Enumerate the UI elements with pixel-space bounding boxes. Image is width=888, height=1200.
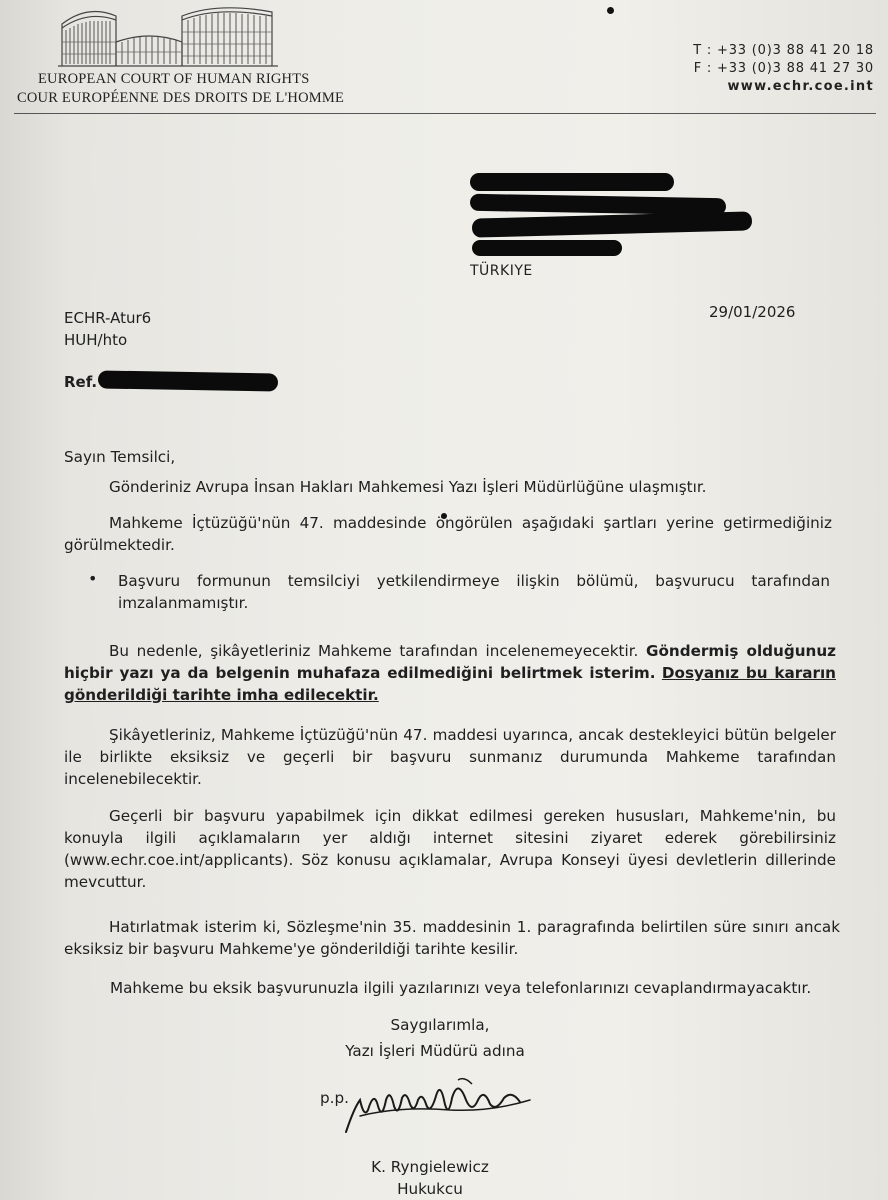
paragraph-7: Mahkeme bu eksik başvurunuzla ilgili yazılarınızı veya telefonlarınızı cevaplandırmayacaktır. <box>110 979 812 997</box>
paragraph-1: Gönderiniz Avrupa İnsan Hakları Mahkemesi Yazı İşleri Müdürlüğüne ulaşmıştır. <box>109 478 707 496</box>
paragraph-3-normal: Bu nedenle, şikâyetleriniz Mahkeme tarafından incelenemeyecektir. <box>109 642 639 660</box>
court-building-logo <box>58 2 278 68</box>
redacted-address-line-3 <box>472 211 752 237</box>
paragraph-5: Geçerli bir başvuru yapabilmek için dikkat edilmesi gereken hususları, Mahkeme'nin, bu konuyla ilgili açıklamaların yer aldığı internet sitesini ziyaret ederek görebilirsiniz (www.echr.coe.int/applicants). Söz konusu açıklamalar, Avrupa Konseyi üyesi devletlerin dillerinde mevcuttur. <box>64 807 836 891</box>
fax-number: F : +33 (0)3 88 41 27 30 <box>693 61 874 76</box>
contact-block <box>693 42 874 96</box>
ref-label: Ref. <box>64 373 98 391</box>
paragraph-3 <box>64 640 836 706</box>
signer-title: Hukukcu <box>397 1180 463 1198</box>
pp-label: p.p. <box>320 1089 349 1107</box>
paragraph-2-text: Mahkeme İçtüzüğü'nün 47. maddesinde öngörülen aşağıdaki şartları yerine getirmediğiniz görülmektedir. <box>64 514 832 554</box>
redacted-address-line-4 <box>472 240 622 256</box>
court-name-french: COUR EUROPÉENNE DES DROITS DE L'HOMME <box>17 90 345 106</box>
salutation: Sayın Temsilci, <box>64 448 176 466</box>
signer-name: K. Ryngielewicz <box>371 1158 489 1176</box>
handwritten-signature <box>340 1070 540 1140</box>
paragraph-4: Şikâyetleriniz, Mahkeme İçtüzüğü'nün 47. maddesi uyarınca, ancak destekleyici bütün belgeler ile birlikte eksiksiz ve geçerli bir başvuru sunmanız durumunda Mahkeme tarafından incelenebilecektir. <box>64 726 836 788</box>
dot-mark <box>607 7 614 14</box>
website: www.echr.coe.int <box>727 79 874 94</box>
redacted-address-line-1 <box>470 173 674 191</box>
court-name-english: EUROPEAN COURT OF HUMAN RIGHTS <box>38 71 310 87</box>
paragraph-6: Hatırlatmak isterim ki, Sözleşme'nin 35. maddesinin 1. paragrafında belirtilen süre sınırı ancak eksiksiz bir başvuru Mahkeme'ye gönderildiği tarihte kesilir. <box>64 918 840 958</box>
header-divider <box>14 113 876 114</box>
phone-number: T : +33 (0)3 88 41 20 18 <box>693 43 874 58</box>
initials: HUH/hto <box>64 331 128 349</box>
closing-on-behalf: Yazı İşleri Müdürü adına <box>345 1042 525 1060</box>
letter-date: 29/01/2026 <box>709 303 796 321</box>
paragraph-3-bold-underline: Dosyanız bu kararın gönderildiği tarihte imha edilecektir. <box>64 664 836 704</box>
paragraph-2 <box>64 512 832 556</box>
reference-block <box>64 307 151 351</box>
recipient-country: TÜRKIYE <box>470 263 533 279</box>
closing-regards: Saygılarımla, <box>390 1016 490 1034</box>
bullet-icon: • <box>88 569 98 588</box>
reference-code: ECHR-Atur6 <box>64 309 152 327</box>
bullet-item-1: Başvuru formunun temsilciyi yetkilendirmeye ilişkin bölümü, başvurucu tarafından imzalanmamıştır. <box>118 572 830 612</box>
redacted-ref-number <box>98 370 278 391</box>
paragraph-3-bold: Göndermiş olduğunuz hiçbir yazı ya da belgenin muhafaza edilmediğini belirtmek isterim. <box>64 642 836 682</box>
